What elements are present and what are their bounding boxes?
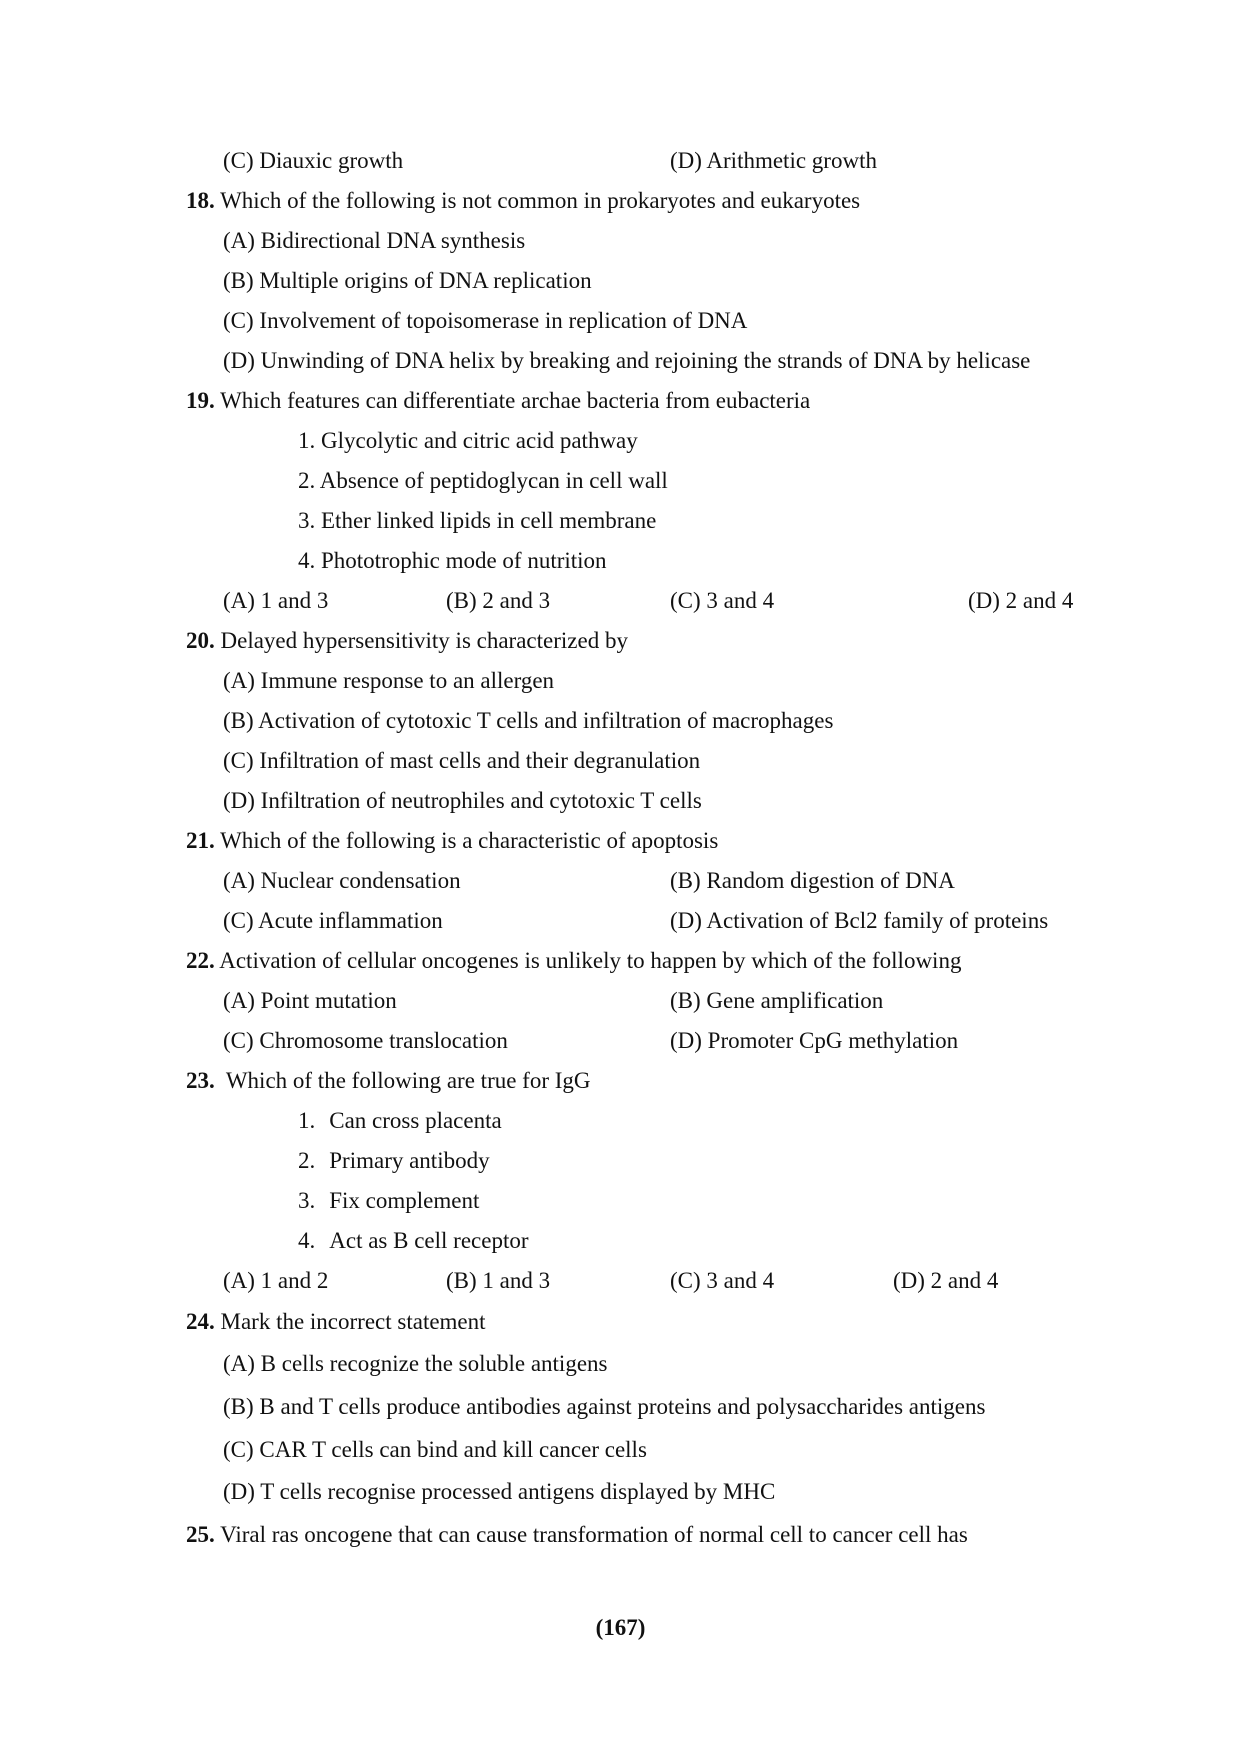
question-20 — [186, 626, 628, 656]
option-d: (D) Promoter CpG methylation — [670, 1028, 959, 1053]
list-item — [298, 1106, 502, 1136]
question-number: 20. — [186, 628, 215, 653]
option-d: (D) Activation of Bcl2 family of proteins — [670, 908, 1049, 933]
option-c: (C) CAR T cells can bind and kill cancer cells — [223, 1437, 647, 1462]
question-21 — [186, 826, 718, 856]
question-23 — [186, 1066, 591, 1096]
option-c: (C) Diauxic growth — [223, 148, 404, 173]
option-b: (B) Multiple origins of DNA replication — [223, 268, 592, 293]
option-a: (A) 1 and 3 — [223, 588, 329, 613]
option-c: (C) 3 and 4 — [670, 1268, 775, 1293]
list-number: 1. — [298, 1108, 316, 1133]
question-text: Viral ras oncogene that can cause transformation of normal cell to cancer cell has — [220, 1522, 968, 1547]
list-text: Fix complement — [329, 1188, 480, 1213]
question-number: 21. — [186, 828, 215, 853]
question-number: 24. — [186, 1309, 215, 1334]
list-item — [298, 1186, 479, 1216]
option-d: (D) Infiltration of neutrophiles and cytotoxic T cells — [223, 788, 702, 813]
option-a: (A) 1 and 2 — [223, 1268, 329, 1293]
list-item: 4. Phototrophic mode of nutrition — [298, 548, 607, 573]
option-a: (A) Point mutation — [223, 988, 397, 1013]
option-c: (C) Acute inflammation — [223, 908, 443, 933]
option-b: (B) Gene amplification — [670, 988, 884, 1013]
option-d: (D) Unwinding of DNA helix by breaking and rejoining the strands of DNA by helicase — [223, 348, 1031, 373]
option-b: (B) 2 and 3 — [446, 588, 551, 613]
question-22 — [186, 946, 961, 976]
question-number: 19. — [186, 388, 215, 413]
list-number: 4. — [298, 1228, 316, 1253]
option-a: (A) Bidirectional DNA synthesis — [223, 228, 526, 253]
option-b: (B) 1 and 3 — [446, 1268, 551, 1293]
list-item — [298, 1226, 529, 1256]
list-text: Act as B cell receptor — [329, 1228, 529, 1253]
list-text: Primary antibody — [329, 1148, 490, 1173]
question-text: Delayed hypersensitivity is characterized by — [220, 628, 628, 653]
list-item — [298, 1146, 490, 1176]
list-text: Can cross placenta — [329, 1108, 502, 1133]
option-b: (B) Activation of cytotoxic T cells and infiltration of macrophages — [223, 708, 834, 733]
page-number: (167) — [595, 1615, 646, 1640]
question-number: 25. — [186, 1522, 215, 1547]
list-number: 3. — [298, 1188, 316, 1213]
question-text: Which features can differentiate archae bacteria from eubacteria — [220, 388, 811, 413]
question-text: Which of the following are true for IgG — [225, 1068, 591, 1093]
option-a: (A) B cells recognize the soluble antigens — [223, 1351, 608, 1376]
option-d: (D) Arithmetic growth — [670, 148, 877, 173]
question-number: 23. — [186, 1068, 215, 1093]
option-c: (C) Involvement of topoisomerase in replication of DNA — [223, 308, 748, 333]
option-a: (A) Immune response to an allergen — [223, 668, 555, 693]
list-item: 3. Ether linked lipids in cell membrane — [298, 508, 657, 533]
option-d: (D) 2 and 4 — [968, 588, 1074, 613]
option-c: (C) 3 and 4 — [670, 588, 775, 613]
question-text: Mark the incorrect statement — [220, 1309, 486, 1334]
option-b: (B) B and T cells produce antibodies against proteins and polysaccharides antigens — [223, 1394, 986, 1419]
question-number: 18. — [186, 188, 215, 213]
question-25 — [186, 1520, 968, 1550]
option-a: (A) Nuclear condensation — [223, 868, 461, 893]
question-text: Activation of cellular oncogenes is unlikely to happen by which of the following — [219, 948, 962, 973]
list-number: 2. — [298, 1148, 316, 1173]
list-item: 2. Absence of peptidoglycan in cell wall — [298, 468, 668, 493]
option-d: (D) T cells recognise processed antigens displayed by MHC — [223, 1479, 776, 1504]
question-24 — [186, 1307, 486, 1337]
option-c: (C) Infiltration of mast cells and their degranulation — [223, 748, 701, 773]
list-item: 1. Glycolytic and citric acid pathway — [298, 428, 638, 453]
question-text: Which of the following is a characteristic of apoptosis — [220, 828, 719, 853]
question-18 — [186, 186, 860, 216]
option-d: (D) 2 and 4 — [893, 1268, 999, 1293]
question-text: Which of the following is not common in prokaryotes and eukaryotes — [220, 188, 861, 213]
question-19 — [186, 386, 810, 416]
option-c: (C) Chromosome translocation — [223, 1028, 508, 1053]
question-number: 22. — [186, 948, 215, 973]
option-b: (B) Random digestion of DNA — [670, 868, 955, 893]
